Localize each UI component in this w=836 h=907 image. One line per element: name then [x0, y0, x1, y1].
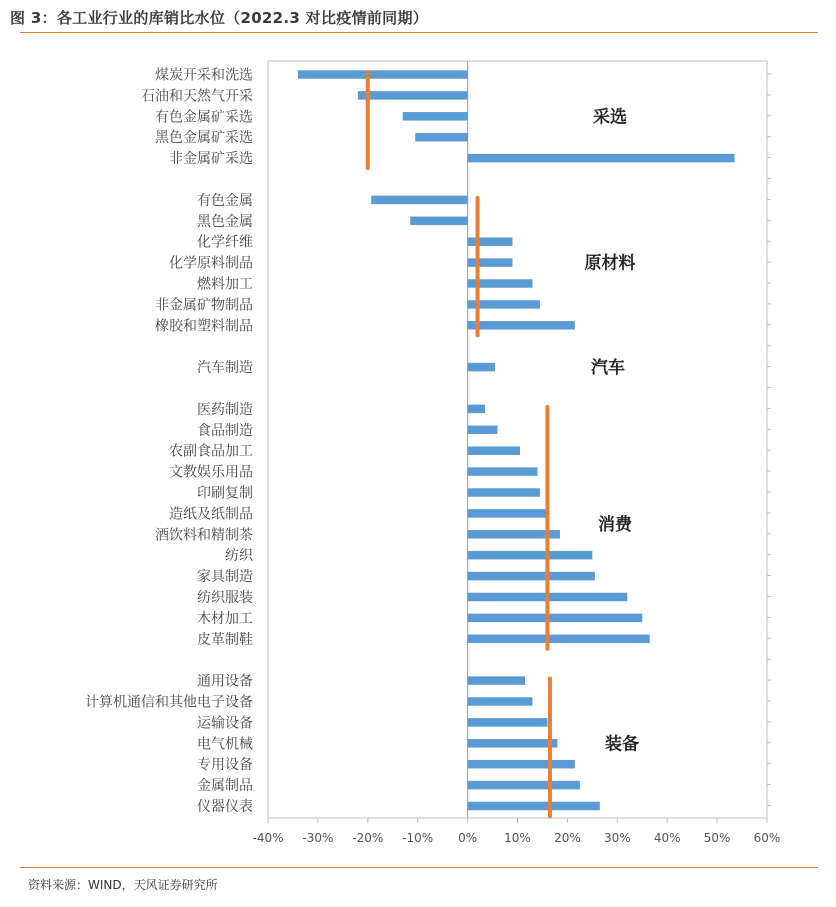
- bar-石油和天然气开采: [358, 91, 468, 100]
- category-label: 黑色金属: [197, 213, 253, 230]
- category-label: 酒饮料和精制茶: [155, 527, 253, 544]
- footer-rule: [20, 867, 818, 868]
- category-label: 造纸及纸制品: [169, 506, 253, 523]
- figure-title: 图 3：各工业行业的库销比水位（2022.3 对比疫情前同期）: [10, 9, 429, 27]
- bar-化学纤维: [468, 237, 513, 246]
- category-label: 食品制造: [197, 422, 253, 439]
- category-label: 计算机通信和其他电子设备: [85, 694, 253, 711]
- category-label: 通用设备: [197, 673, 253, 690]
- category-label: 专用设备: [197, 757, 253, 774]
- category-label: 文教娱乐用品: [169, 464, 253, 481]
- category-label: 燃料加工: [197, 276, 253, 293]
- category-label: 皮革制鞋: [197, 631, 253, 648]
- bar-化学原料制品: [468, 258, 513, 267]
- group-label-装备: 装备: [605, 734, 639, 755]
- category-label: 仪器仪表: [197, 799, 253, 815]
- category-label: 有色金属矿采选: [155, 109, 253, 126]
- x-tick-label: 0%: [458, 831, 478, 845]
- category-label: 橡胶和塑料制品: [155, 318, 253, 335]
- bar-黑色金属: [410, 217, 467, 226]
- category-label: 金属制品: [197, 778, 253, 795]
- x-tick-label: -40%: [252, 831, 284, 845]
- bar-木材加工: [468, 614, 643, 623]
- bar-电气机械: [468, 739, 558, 748]
- x-tick-label: 20%: [554, 831, 581, 845]
- bar-农副食品加工: [468, 446, 520, 455]
- bar-仪器仪表: [468, 802, 600, 811]
- category-label: 汽车制造: [197, 360, 253, 377]
- category-label: 印刷复制: [197, 485, 253, 502]
- bar-医药制造: [468, 405, 485, 414]
- bar-专用设备: [468, 760, 575, 769]
- bar-有色金属: [371, 196, 467, 205]
- category-label: 非金属矿物制品: [155, 297, 253, 314]
- group-label-采选: 采选: [593, 107, 627, 128]
- bar-皮革制鞋: [468, 635, 650, 644]
- source-note: 资料来源：WIND，天风证券研究所: [28, 878, 218, 892]
- x-tick-label: 10%: [504, 831, 531, 845]
- category-label: 石油和天然气开采: [141, 88, 253, 105]
- bar-纺织: [468, 551, 593, 560]
- x-tick-label: 40%: [653, 831, 681, 845]
- bar-金属制品: [468, 781, 580, 790]
- bar-有色金属矿采选: [403, 112, 468, 121]
- bar-通用设备: [468, 676, 525, 685]
- x-tick-label: 30%: [603, 831, 631, 845]
- bar-文教娱乐用品: [468, 467, 538, 476]
- category-label: 电气机械: [197, 736, 253, 753]
- category-label: 木材加工: [197, 610, 253, 627]
- bar-黑色金属矿采选: [415, 133, 467, 142]
- category-label: 家具制造: [197, 569, 253, 586]
- bar-运输设备: [468, 718, 548, 727]
- bar-家具制造: [468, 572, 595, 581]
- category-label: 纺织: [225, 548, 253, 565]
- category-label: 煤炭开采和洗选: [155, 67, 253, 84]
- x-tick-label: 50%: [703, 831, 731, 845]
- bar-造纸及纸制品: [468, 509, 548, 518]
- bar-印刷复制: [468, 488, 540, 497]
- bar-汽车制造: [468, 363, 495, 372]
- category-label: 黑色金属矿采选: [155, 130, 253, 147]
- bar-橡胶和塑料制品: [468, 321, 575, 330]
- x-tick-label: -20%: [352, 831, 384, 845]
- category-label: 非金属矿采选: [169, 151, 253, 168]
- group-label-消费: 消费: [598, 514, 632, 535]
- category-label: 纺织服装: [197, 590, 253, 606]
- bar-非金属矿采选: [468, 154, 735, 163]
- x-tick-label: 60%: [753, 831, 781, 845]
- category-label: 农副食品加工: [169, 443, 253, 460]
- x-tick-label: -30%: [302, 831, 334, 845]
- bar-计算机通信和其他电子设备: [468, 697, 533, 706]
- bar-食品制造: [468, 426, 498, 435]
- category-label: 化学原料制品: [169, 255, 253, 272]
- group-label-汽车: 汽车: [591, 358, 625, 379]
- x-tick-label: -10%: [402, 831, 434, 845]
- category-label: 医药制造: [197, 401, 253, 418]
- category-label: 有色金属: [197, 192, 253, 209]
- category-label: 运输设备: [197, 715, 253, 732]
- group-label-原材料: 原材料: [584, 253, 636, 274]
- category-label: 化学纤维: [197, 234, 253, 251]
- bar-煤炭开采和洗选: [298, 70, 468, 79]
